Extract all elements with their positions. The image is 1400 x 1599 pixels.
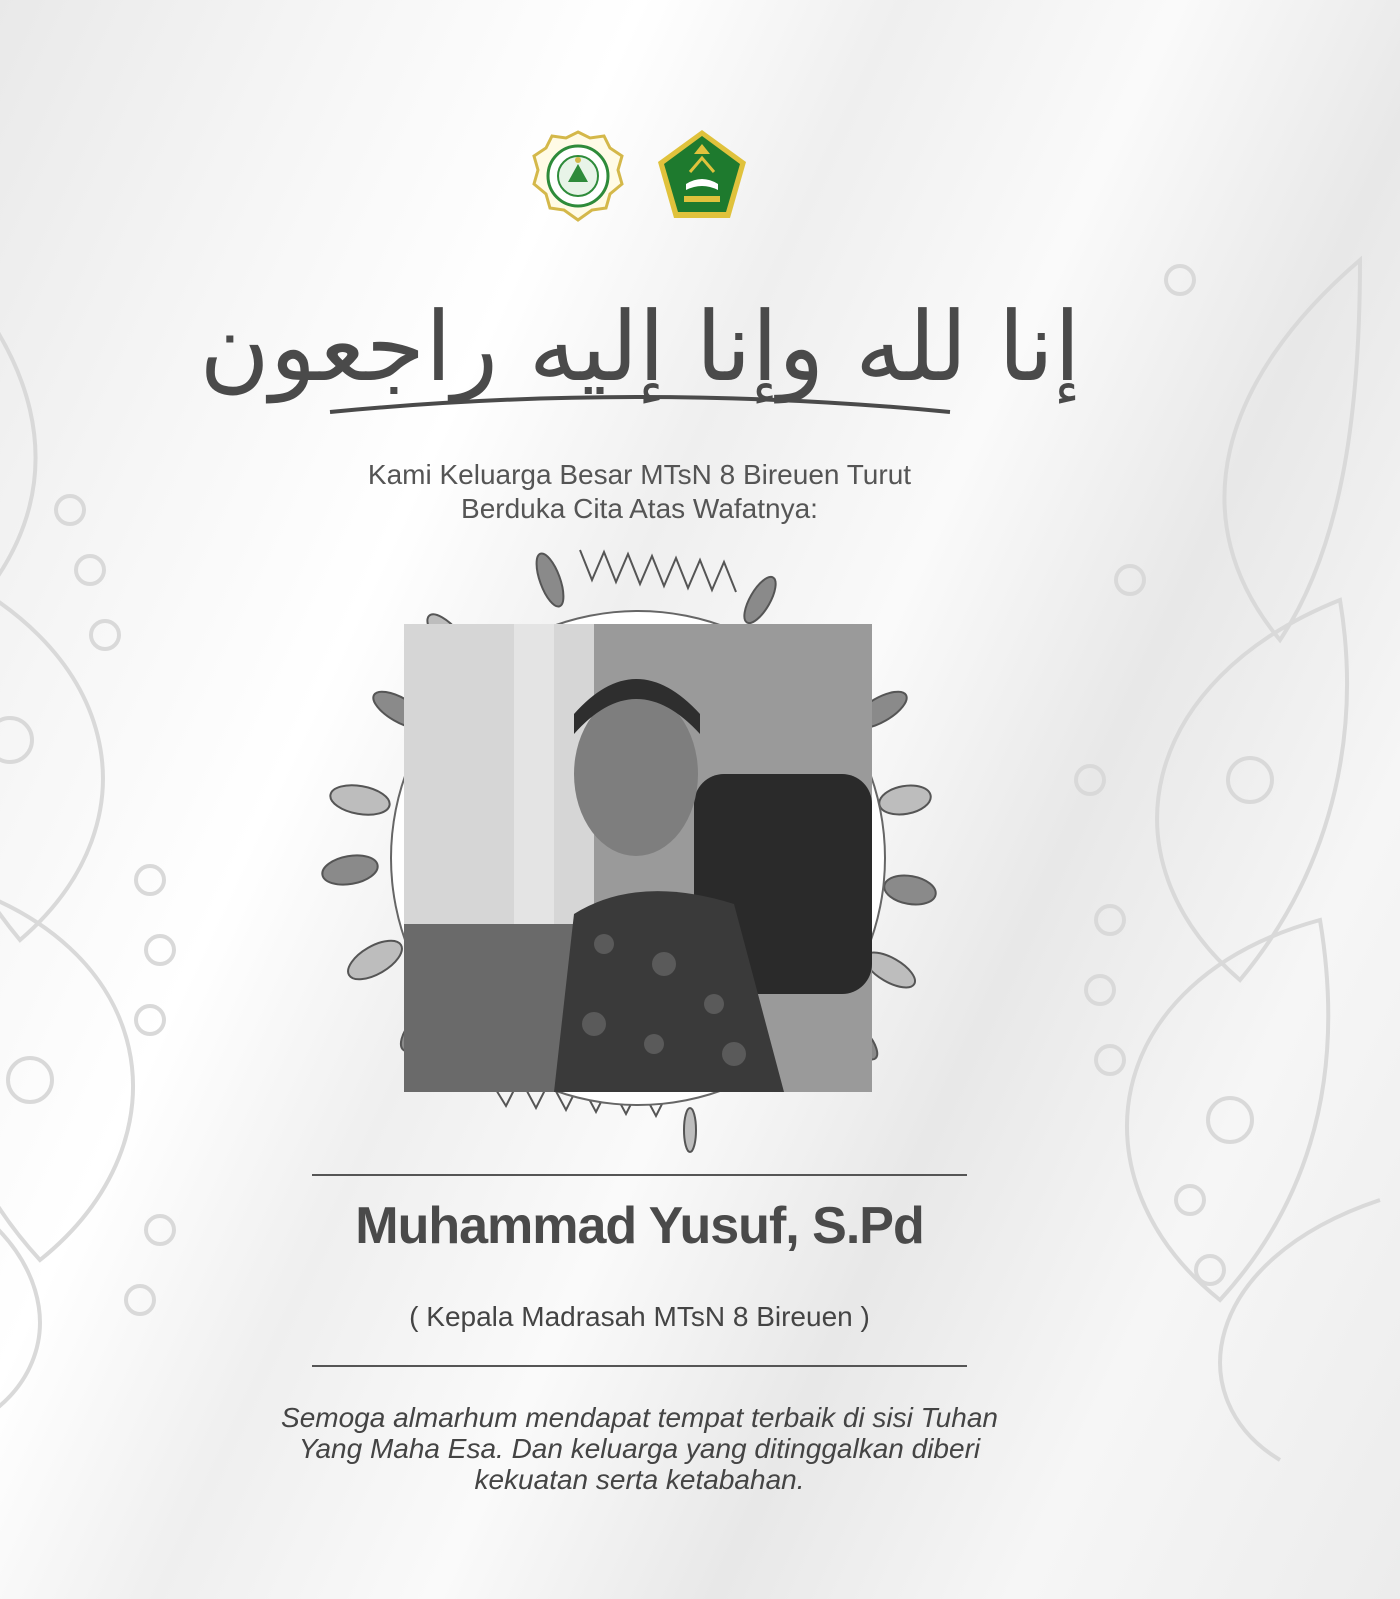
prayer-line-1: Semoga almarhum mendapat tempat terbaik di sisi Tuhan — [281, 1402, 998, 1433]
intro-line-2: Berduka Cita Atas Wafatnya: — [461, 493, 818, 524]
school-seal-logo — [530, 128, 626, 224]
prayer-line-2: Yang Maha Esa. Dan keluarga yang ditinggalkan diberi — [298, 1433, 981, 1464]
deceased-name: Muhammad Yusuf, S.Pd — [355, 1197, 924, 1255]
logo-row — [0, 128, 1279, 224]
right-ornament-decoration — [980, 220, 1400, 1470]
bottom-divider — [312, 1365, 967, 1367]
intro-text — [0, 458, 1279, 526]
kemenag-emblem-logo — [654, 128, 750, 224]
prayer-line-3: kekuatan serta ketabahan. — [474, 1464, 805, 1495]
intro-line-1: Kami Keluarga Besar MTsN 8 Bireuen Turut — [367, 459, 912, 490]
deceased-role: ( Kepala Madrasah MTsN 8 Bireuen ) — [409, 1301, 870, 1332]
deceased-photo — [404, 624, 872, 1092]
calligraphy-istirja — [199, 262, 1081, 432]
prayer-text — [200, 1402, 1079, 1495]
svg-text:إنا لله وإنا إليه راجعون: إنا لله وإنا إليه راجعون — [199, 291, 1081, 403]
top-divider — [312, 1174, 967, 1176]
